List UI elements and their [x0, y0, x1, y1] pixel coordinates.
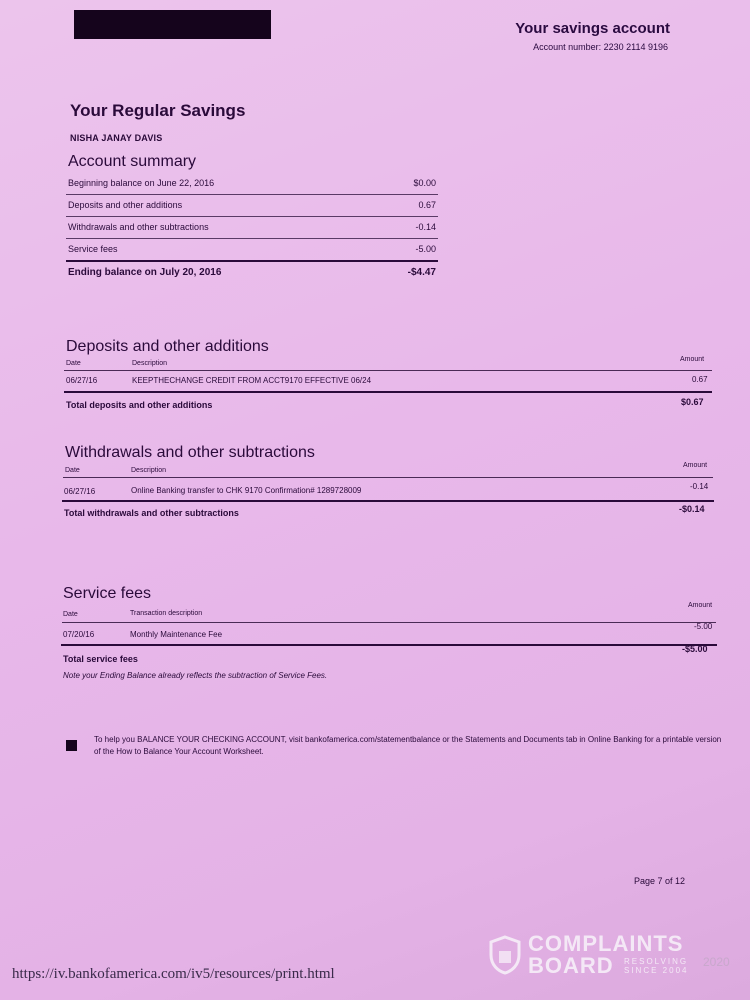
summary-row: Deposits and other additions 0.67	[66, 195, 438, 217]
watermark-year: 2020	[703, 955, 730, 969]
account-holder: NISHA JANAY DAVIS	[70, 133, 163, 143]
deposits-heading: Deposits and other additions	[66, 338, 269, 355]
fees-col-date: Date	[63, 611, 78, 618]
fees-total: -$5.00	[682, 644, 708, 654]
account-summary-table	[66, 173, 438, 283]
deposits-col-amount: Amount	[680, 356, 705, 363]
bullet-square	[66, 740, 77, 751]
fees-col-desc: Transaction description	[130, 610, 203, 617]
balance-help-text: To help you BALANCE YOUR CHECKING ACCOUNT, visit bankofamerica.com/statementbalance or the Statements and Documents tab in Online Banking for a printable version of the How to Balance Your Account Worksheet.	[94, 735, 722, 756]
fees-heading: Service fees	[63, 585, 152, 602]
watermark-shield-icon	[488, 935, 522, 975]
deposits-total: $0.67	[681, 397, 704, 407]
summary-row: Withdrawals and other subtractions -0.14	[66, 217, 438, 239]
page-number: Page 7 of 12	[634, 876, 686, 886]
deposit-date: 06/27/16	[66, 376, 98, 385]
fees-total-label: Total service fees	[63, 654, 138, 664]
deposits-col-desc: Description	[132, 360, 168, 367]
withdrawals-col-amount: Amount	[683, 462, 708, 469]
withdrawal-description: Online Banking transfer to CHK 9170 Confirmation# 1289728009	[131, 486, 362, 495]
divider	[62, 622, 716, 623]
deposits-total-label: Total deposits and other additions	[66, 400, 213, 410]
deposit-description: KEEPTHECHANGE CREDIT FROM ACCT9170 EFFECTIVE 06/24	[132, 376, 372, 385]
divider	[62, 500, 714, 502]
summary-heading: Account summary	[68, 153, 197, 170]
fee-description: Monthly Maintenance Fee	[130, 630, 223, 639]
withdrawals-total-label: Total withdrawals and other subtractions	[64, 508, 239, 518]
deposits-col-date: Date	[66, 360, 81, 367]
watermark-logo: COMPLAINTS BOARD	[528, 931, 684, 978]
fees-note: Note your Ending Balance already reflects the subtraction of Service Fees.	[63, 671, 328, 680]
withdrawals-col-desc: Description	[131, 467, 167, 474]
summary-row: Service fees -5.00	[66, 239, 438, 262]
divider	[64, 370, 712, 371]
divider	[61, 644, 717, 646]
summary-row: Beginning balance on June 22, 2016 $0.00	[66, 173, 438, 195]
summary-ending-balance: Ending balance on July 20, 2016 -$4.47	[68, 267, 436, 278]
divider	[63, 477, 713, 478]
deposit-amount: 0.67	[692, 375, 708, 384]
account-title: Your Regular Savings	[70, 101, 246, 120]
watermark-tagline: RESOLVING SINCE 2004	[624, 957, 689, 975]
divider	[64, 391, 712, 393]
withdrawals-col-date: Date	[65, 467, 80, 474]
print-url: https://iv.bankofamerica.com/iv5/resources/print.html	[12, 966, 335, 982]
withdrawal-date: 06/27/16	[64, 487, 96, 496]
fee-amount: -5.00	[694, 622, 713, 631]
fees-col-amount: Amount	[688, 602, 713, 609]
redacted-block	[74, 10, 271, 39]
withdrawals-total: -$0.14	[679, 504, 705, 514]
statement-title: Your savings account	[515, 20, 670, 37]
withdrawal-amount: -0.14	[690, 482, 709, 491]
withdrawals-heading: Withdrawals and other subtractions	[65, 444, 315, 461]
account-number: Account number: 2230 2114 9196	[533, 42, 668, 52]
fee-date: 07/20/16	[63, 630, 95, 639]
